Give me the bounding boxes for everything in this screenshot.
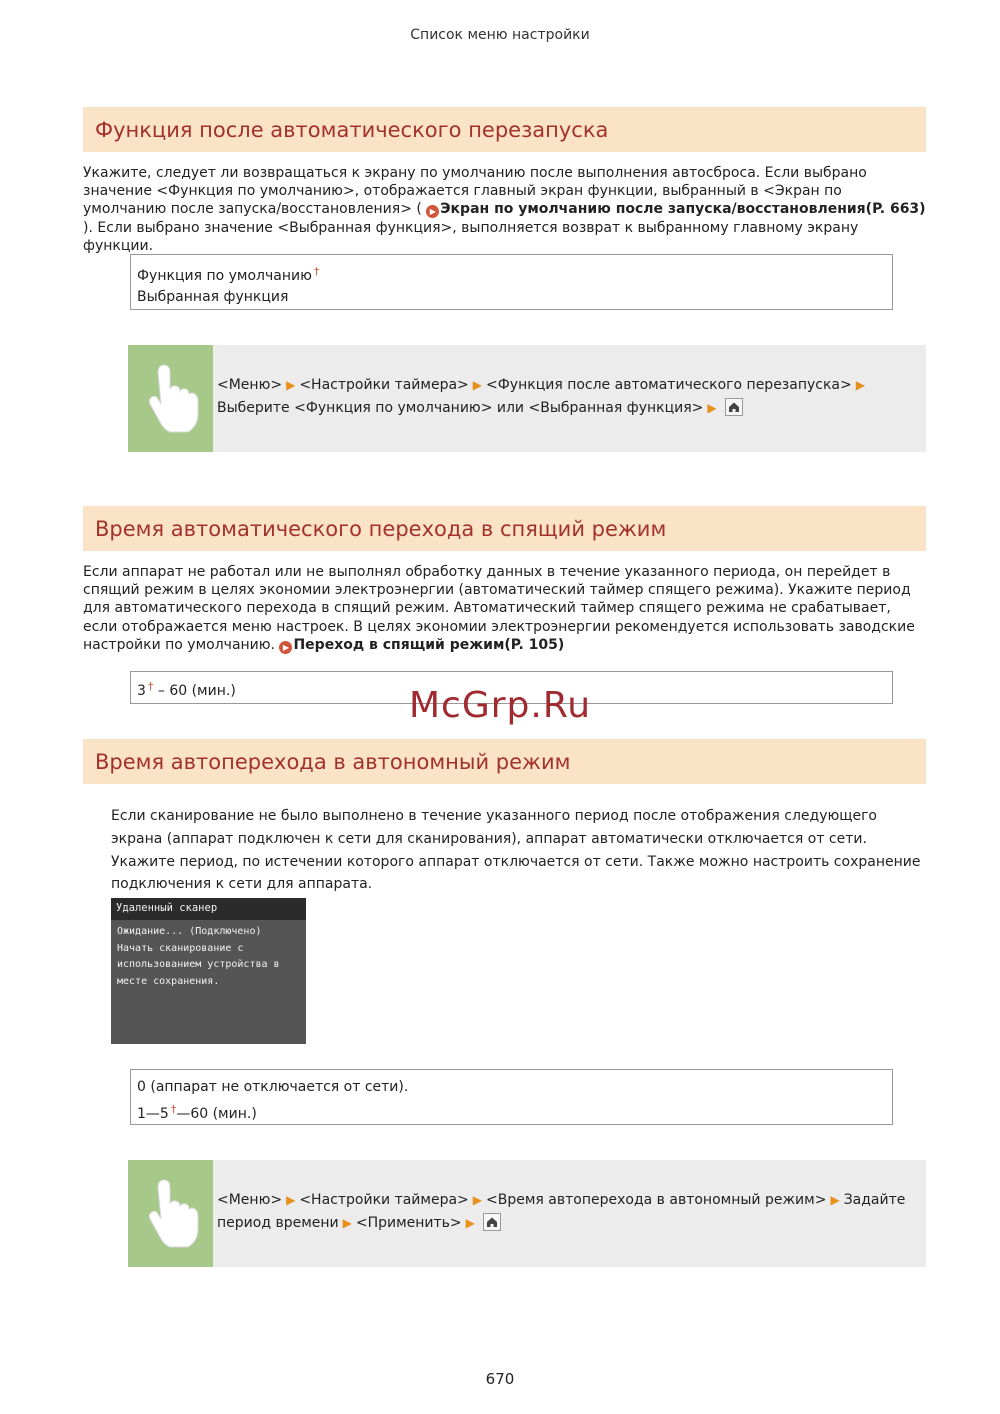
option-item: 1—5 †—60 (мин.) bbox=[137, 1103, 257, 1122]
arrow-icon: ▶ bbox=[707, 401, 717, 415]
screen-body: Ожидание... (Подключено) Начать сканирование с использованием устройства в месте сохранения. bbox=[117, 926, 280, 987]
step-menu: <Меню> bbox=[217, 1192, 283, 1208]
step-function-after-restart: <Функция после автоматического перезапуска> bbox=[486, 377, 852, 393]
hand-icon bbox=[128, 1160, 213, 1267]
section-paragraph bbox=[83, 563, 928, 654]
option-value: 3 bbox=[137, 683, 146, 699]
arrow-icon: ▶ bbox=[342, 1216, 352, 1230]
arrow-icon: ▶ bbox=[472, 378, 483, 392]
operation-steps bbox=[217, 374, 917, 420]
operation-box bbox=[128, 1160, 926, 1267]
cross-reference-link[interactable]: Переход в спящий режим(P. 105) bbox=[293, 636, 565, 653]
option-value: – 60 (мин.) bbox=[153, 683, 236, 699]
default-marker: † bbox=[170, 1103, 177, 1116]
section-heading-sleep-timer: Время автоматического перехода в спящий режим bbox=[83, 506, 926, 551]
watermark: McGrp.Ru bbox=[408, 685, 592, 726]
arrow-icon: ▶ bbox=[472, 1193, 483, 1207]
step-offline-timer: <Время автоперехода в автономный режим> bbox=[486, 1192, 827, 1208]
operation-box bbox=[128, 345, 926, 452]
home-icon bbox=[725, 398, 743, 416]
step-select: Выберите <Функция по умолчанию> или <Выбранная функция> bbox=[217, 400, 704, 416]
running-head: Список меню настройки bbox=[410, 27, 590, 43]
link-arrow-icon: ▶ bbox=[426, 205, 439, 218]
paragraph-text: Если аппарат не работал или не выполнял обработку данных в течение указанного периода, он перейдет в спящий режим в целях экономии электроэнергии (автоматический таймер спящего режима). Укажите период для автоматического перехода в спящий режим. Автоматический таймер спящего режима не срабатывает, если отображается меню настроек. В целях экономии электроэнергии рекомендуется использовать заводские настройки по умолчанию. bbox=[83, 564, 915, 653]
section-paragraph: Если сканирование не было выполнено в течение указанного период после отображения следующего экрана (аппарат подключен к сети для сканирования), аппарат автоматически отключается от сети. Укажите период, по истечении которого аппарат отключается от сети. Также можно настроить сохранение подключения к сети для аппарата. bbox=[111, 808, 921, 893]
section-paragraph bbox=[83, 164, 928, 255]
home-icon bbox=[483, 1213, 501, 1231]
arrow-icon: ▶ bbox=[465, 1216, 475, 1230]
screen-title: Удаленный сканер bbox=[111, 898, 306, 920]
hand-icon bbox=[128, 345, 213, 452]
default-marker: † bbox=[147, 680, 154, 693]
arrow-icon: ▶ bbox=[286, 1193, 296, 1207]
section-heading-offline-timer: Время автоперехода в автономный режим bbox=[83, 739, 926, 784]
arrow-icon: ▶ bbox=[830, 1193, 840, 1207]
section-heading-auto-restart: Функция после автоматического перезапуска bbox=[83, 107, 926, 152]
arrow-icon: ▶ bbox=[286, 378, 296, 392]
step-set-period: Задайте период времени bbox=[217, 1192, 906, 1231]
option-item: 0 (аппарат не отключается от сети). bbox=[137, 1079, 409, 1095]
paragraph-text: ). Если выбрано значение <Выбранная функция>, выполняется возврат к выбранному главному экрану функции. bbox=[83, 219, 859, 254]
option-item: Функция по умолчанию † bbox=[137, 265, 320, 284]
paragraph-text: Укажите, следует ли возвращаться к экрану по умолчанию после выполнения автосброса. Если выбрано значение <Функция по умолчанию>, отображается главный экран функции, выбранный в <Экран по умолчанию после запуска/восстановления> ( bbox=[83, 165, 867, 218]
options-box bbox=[130, 254, 893, 310]
link-arrow-icon: ▶ bbox=[279, 641, 292, 654]
step-menu: <Меню> bbox=[217, 377, 283, 393]
options-box bbox=[130, 1069, 893, 1125]
arrow-icon: ▶ bbox=[855, 378, 865, 392]
operation-steps bbox=[217, 1189, 917, 1235]
page-number: 670 bbox=[485, 1370, 515, 1388]
step-apply: <Применить> bbox=[355, 1215, 462, 1231]
step-timer-settings: <Настройки таймера> bbox=[299, 1192, 469, 1208]
cross-reference-link[interactable]: Экран по умолчанию после запуска/восстановления(P. 663) bbox=[440, 201, 926, 218]
default-marker: † bbox=[313, 265, 320, 278]
option-item: Выбранная функция bbox=[137, 289, 289, 305]
device-screen-image bbox=[111, 898, 306, 1044]
step-timer-settings: <Настройки таймера> bbox=[299, 377, 469, 393]
